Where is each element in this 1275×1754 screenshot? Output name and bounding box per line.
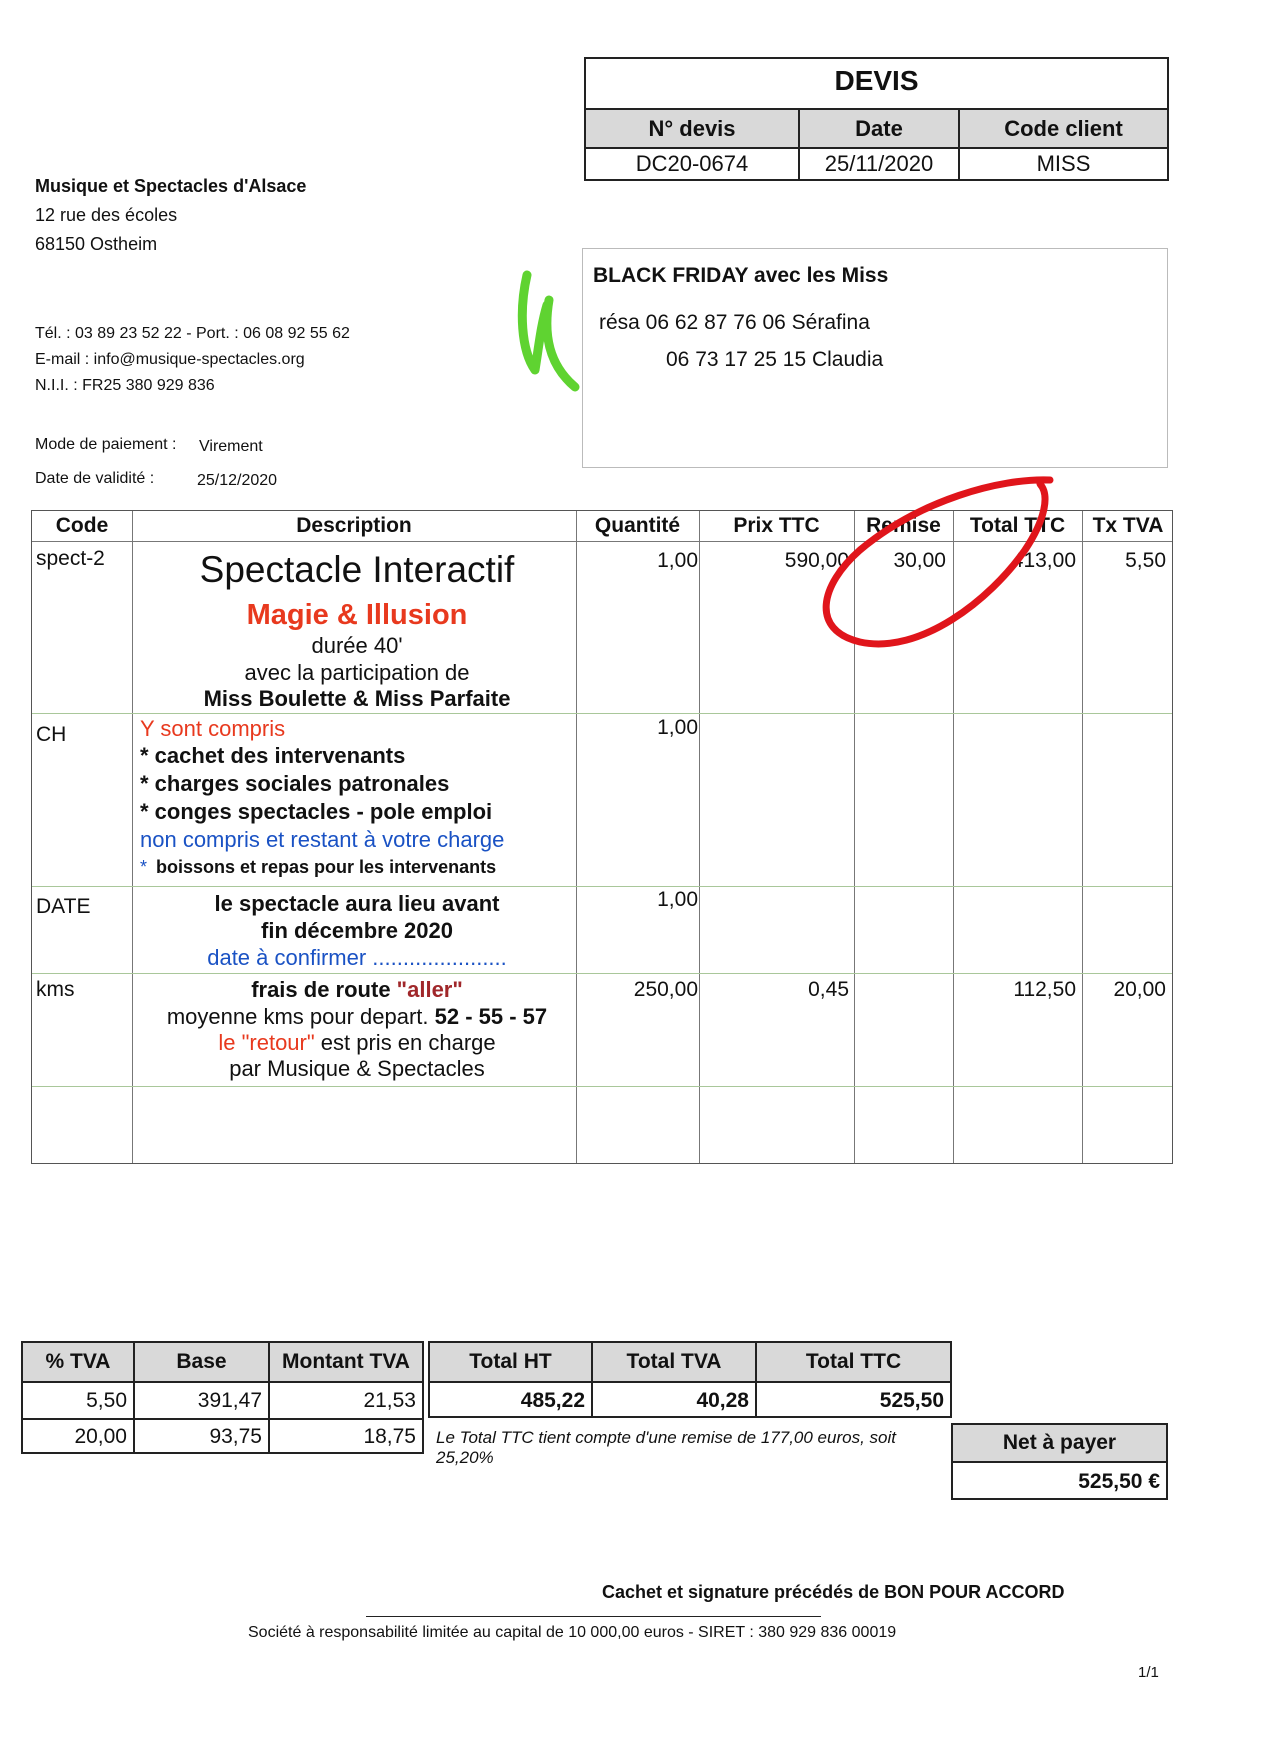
row-code: CH (36, 723, 67, 746)
row-desc-text: moyenne kms pour depart. (166, 1004, 435, 1029)
row-desc-included: Y sont compris (140, 716, 286, 741)
totals-table (428, 1341, 952, 1418)
row-desc-line (134, 1030, 580, 1056)
row-desc-line: fin décembre 2020 (261, 918, 453, 943)
client-line-1: résa 06 62 87 76 06 Sérafina (599, 311, 870, 334)
row-quantity: 1,00 (657, 888, 698, 911)
row-desc-highlight: le "retour" (218, 1030, 315, 1055)
quote-number-header: N° devis (586, 110, 800, 147)
col-header-code: Code (55, 514, 109, 537)
quote-number: DC20-0674 (586, 147, 800, 181)
company-phone: Tél. : 03 89 23 52 22 - Port. : 06 08 92 55 62 (35, 325, 350, 342)
col-header-discount: Remise (866, 514, 941, 537)
row-desc-confirm: date à confirmer ...................... (207, 945, 507, 970)
row-total: 112,50 (1013, 978, 1076, 1001)
document-title: DEVIS (834, 65, 919, 96)
row-code: kms (36, 978, 75, 1001)
company-name: Musique et Spectacles d'Alsace (35, 176, 307, 196)
company-address (35, 172, 306, 259)
row-desc-line: par Musique & Spectacles (229, 1056, 485, 1081)
company-contact (35, 321, 350, 399)
company-street: 12 rue des écoles (35, 205, 178, 225)
vat-amount-header: Montant TVA (270, 1343, 422, 1381)
row-total: 413,00 (1011, 549, 1076, 572)
vat-row: 5,50 391,47 21,53 (23, 1383, 422, 1420)
total-tva-value: 40,28 (593, 1383, 757, 1418)
net-payable-box (951, 1423, 1168, 1500)
vat-rate-header: % TVA (23, 1343, 135, 1381)
devis-header-box (584, 57, 1169, 181)
validity-value: 25/12/2020 (197, 472, 278, 489)
vat-base-header: Base (135, 1343, 270, 1381)
total-ht-value: 485,22 (430, 1383, 593, 1418)
devis-header-row (586, 108, 1167, 149)
page-number: 1/1 (1138, 1664, 1159, 1681)
col-header-total: Total TTC (969, 514, 1066, 537)
row-desc-bullet: * (140, 857, 148, 877)
row-desc-duration: durée 40' (311, 633, 403, 658)
client-line-2: 06 73 17 25 15 Claudia (666, 348, 884, 371)
col-header-description: Description (296, 514, 412, 537)
col-header-quantity: Quantité (594, 514, 681, 537)
date-header: Date (800, 110, 960, 147)
client-title: BLACK FRIDAY avec les Miss (593, 264, 889, 287)
row-quantity: 1,00 (657, 549, 698, 572)
row-code: DATE (36, 895, 91, 918)
row-desc-text: frais de route (251, 977, 397, 1002)
quote-date: 25/11/2020 (800, 147, 960, 181)
row-desc-item: * charges sociales patronales (140, 771, 450, 796)
vat-breakdown-table (21, 1341, 424, 1454)
signature-instruction: Cachet et signature précédés de BON POUR ACCORD (602, 1582, 1065, 1602)
row-discount: 30,00 (893, 549, 946, 572)
row-desc-subtitle: Magie & Illusion (246, 599, 468, 631)
total-tva-header: Total TVA (593, 1343, 757, 1381)
row-desc-item: boissons et repas pour les intervenants (156, 857, 497, 877)
row-desc-line (134, 1004, 580, 1030)
total-ttc-value: 525,50 (879, 1388, 944, 1412)
divider (366, 1616, 821, 1617)
validity-label: Date de validité : (35, 470, 155, 487)
row-desc-item: * conges spectacles - pole emploi (140, 799, 493, 824)
green-initials-mark (505, 255, 595, 405)
vat-row: 20,00 93,75 18,75 (23, 1420, 422, 1454)
legal-footer: Société à responsabilité limitée au capital de 10 000,00 euros - SIRET : 380 929 836 00019 (248, 1624, 897, 1641)
row-desc-title: Spectacle Interactif (199, 549, 515, 590)
row-code: spect-2 (36, 547, 105, 570)
company-city: 68150 Ostheim (35, 234, 158, 254)
company-email: E-mail : info@musique-spectacles.org (35, 351, 305, 368)
col-header-vat-rate: Tx TVA (1092, 514, 1164, 537)
row-price: 0,45 (808, 978, 849, 1001)
row-quantity: 250,00 (633, 978, 698, 1001)
row-desc-item: * cachet des intervenants (140, 743, 406, 768)
devis-values-row (586, 147, 1167, 181)
row-desc-line: le spectacle aura lieu avant (214, 891, 500, 916)
row-desc-performers: Miss Boulette & Miss Parfaite (203, 686, 511, 711)
payment-mode-label: Mode de paiement : (35, 436, 177, 453)
payment-mode-value: Virement (199, 438, 263, 455)
client-code-header: Code client (1004, 115, 1123, 141)
net-payable-label: Net à payer (953, 1425, 1166, 1461)
total-ht-header: Total HT (430, 1343, 593, 1381)
row-desc-highlight: "aller" (396, 977, 463, 1002)
red-circle-annotation (800, 470, 1070, 660)
row-desc-km: 52 - 55 - 57 (434, 1004, 548, 1029)
discount-note: Le Total TTC tient compte d'une remise de 177,00 euros, soit 25,20% (436, 1428, 896, 1467)
row-vat-rate: 5,50 (1125, 549, 1166, 572)
client-box (582, 248, 1168, 468)
total-ttc-header: Total TTC (757, 1343, 950, 1381)
row-price: 590,00 (784, 549, 849, 572)
row-desc-text: avec la participation de (244, 660, 470, 685)
row-desc-line (134, 977, 580, 1003)
col-header-price: Prix TTC (733, 514, 820, 537)
client-code: MISS (1036, 151, 1091, 176)
net-payable-value: 525,50 € (1078, 1469, 1160, 1493)
company-nii: N.I.I. : FR25 380 929 836 (35, 377, 215, 394)
row-vat-rate: 20,00 (1113, 978, 1166, 1001)
row-quantity: 1,00 (657, 716, 698, 739)
row-desc-text: est pris en charge (314, 1030, 496, 1055)
row-desc-excluded: non compris et restant à votre charge (140, 827, 505, 852)
